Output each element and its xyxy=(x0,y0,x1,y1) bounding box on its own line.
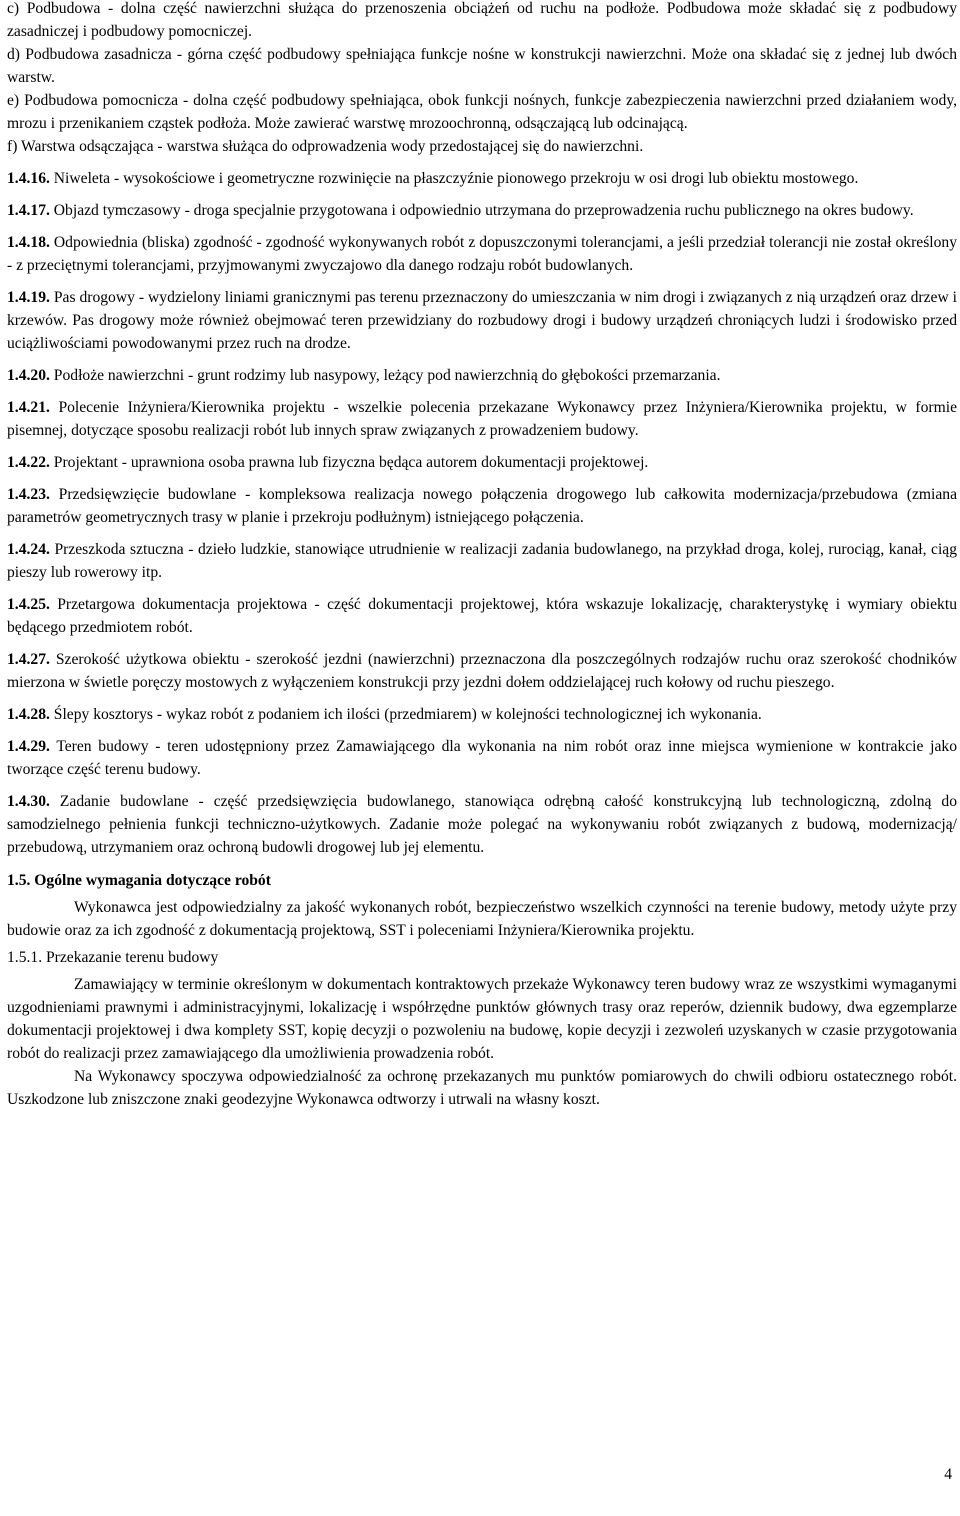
definition-text: Przedsięwzięcie budowlane - kompleksowa realizacja nowego połączenia drogowego lub całkowita modernizacja/przebudowa (zmiana parametrów geometrycznych trasy w planie i przekroju podłużnym) istniejącego połączenia. xyxy=(7,486,957,526)
definition-paragraph xyxy=(7,89,957,135)
definition-paragraph xyxy=(7,364,957,387)
definition-text: Zadanie budowlane - część przedsięwzięcia budowlanego, stanowiąca odrębną całość konstrukcyjną lub technologiczną, zdolną do samodzielnego pełnienia funkcji techniczno-użytkowych. Zadanie może polegać na wykonywaniu robót związanych z budową, modernizacją/ przebudową, utrzymaniem oraz ochroną budowli drogowej lub jej elementu. xyxy=(7,793,957,856)
definition-text: Niweleta - wysokościowe i geometryczne rozwinięcie na płaszczyźnie pionowego przekroju w osi drogi lub obiektu mostowego. xyxy=(53,170,859,187)
definition-number: 1.4.17. xyxy=(7,202,50,219)
definition-text: Pas drogowy - wydzielony liniami granicznymi pas terenu przeznaczony do umieszczania w nim drogi i związanych z nią urządzeń oraz drzew i krzewów. Pas drogowy może również obejmować teren przewidziany do rozbudowy drogi i budowy urządzeń chroniących ludzi i środowisko przed uciążliwościami powodowanymi przez ruch na drodze. xyxy=(7,289,957,352)
definition-text: Przeszkoda sztuczna - dzieło ludzkie, stanowiące utrudnienie w realizacji zadania budowlanego, na przykład droga, kolej, rurociąg, kanał, ciąg pieszy lub rowerowy itp. xyxy=(7,541,957,581)
definition-paragraph xyxy=(7,735,957,781)
definition-paragraph xyxy=(7,648,957,694)
definition-paragraph xyxy=(7,538,957,584)
definition-number: 1.4.30. xyxy=(7,793,50,810)
definition-number: 1.4.29. xyxy=(7,738,50,755)
subsection-heading xyxy=(7,946,957,969)
definition-text: Objazd tymczasowy - droga specjalnie przygotowana i odpowiednio utrzymana do przeprowadzenia ruchu publicznego na okres budowy. xyxy=(53,202,914,219)
definition-paragraph xyxy=(7,396,957,442)
definition-paragraph xyxy=(7,790,957,859)
definition-text: Podłoże nawierzchni - grunt rodzimy lub nasypowy, leżący pod nawierzchnią do głębokości przemarzania. xyxy=(53,367,721,384)
definition-number: 1.4.25. xyxy=(7,596,50,613)
definition-number: 1.4.19. xyxy=(7,289,50,306)
document-body xyxy=(7,0,957,1111)
subsection-number: 1.5.1. xyxy=(7,949,43,966)
definition-text: Polecenie Inżyniera/Kierownika projektu - wszelkie polecenia przekazane Wykonawcy przez Inżyniera/Kierownika projektu, w formie pisemnej, dotyczące sposobu realizacji robót lub innych spraw związanych z prowadzeniem budowy. xyxy=(7,399,957,439)
section-heading: 1.5. Ogólne wymagania dotyczące robót xyxy=(7,872,271,889)
definition-number: 1.4.20. xyxy=(7,367,50,384)
definition-text: Teren budowy - teren udostępniony przez Zamawiającego dla wykonania na nim robót oraz inne miejsca wymienione w kontrakcie jako tworzące część terenu budowy. xyxy=(7,738,957,778)
definition-number: 1.4.16. xyxy=(7,170,50,187)
definition-number: 1.4.18. xyxy=(7,234,50,251)
definition-text: Szerokość użytkowa obiektu - szerokość jezdni (nawierzchni) przeznaczona dla poszczególnych rodzajów ruchu oraz szerokość chodników mierzona w świetle poręczy mostowych z wyłączeniem konstrukcji przy jezdni dołem oddzielającej ruch kołowy od ruchu pieszego. xyxy=(7,651,957,691)
definition-text: Projektant - uprawniona osoba prawna lub fizyczna będąca autorem dokumentacji projektowej. xyxy=(53,454,649,471)
definition-paragraph xyxy=(7,0,957,43)
definition-paragraph xyxy=(7,483,957,529)
definition-text: e) Podbudowa pomocnicza - dolna część podbudowy spełniająca, obok funkcji nośnych, funkcje zabezpieczenia nawierzchni przed działaniem wody, mrozu i przenikaniem cząstek podłoża. Może zawierać warstwę mrozoochronną, odsączającą lub odcinającą. xyxy=(7,92,957,132)
definitions-list xyxy=(7,0,957,859)
definition-number: 1.4.28. xyxy=(7,706,50,723)
definition-text: Odpowiednia (bliska) zgodność - zgodność wykonywanych robót z dopuszczonymi tolerancjami, a jeśli przedział tolerancji nie został określony - z przeciętnymi tolerancjami, przyjmowanymi zwyczajowo dla danego rodzaju robót budowlanych. xyxy=(7,234,957,274)
definition-text: Przetargowa dokumentacja projektowa - część dokumentacji projektowej, która wskazuje lokalizację, charakterystykę i wymiary obiektu będącego przedmiotem robót. xyxy=(7,596,957,636)
definition-number: 1.4.23. xyxy=(7,486,50,503)
subsection-paragraph: Na Wykonawcy spoczywa odpowiedzialność za ochronę przekazanych mu punktów pomiarowych do chwili odbioru ostatecznego robót. Uszkodzone lub zniszczone znaki geodezyjne Wykonawca odtworzy i utrwali na własny koszt. xyxy=(7,1068,957,1108)
definition-paragraph xyxy=(7,167,957,190)
section-intro-paragraph: Wykonawca jest odpowiedzialny za jakość wykonanych robót, bezpieczeństwo wszelkich czynności na terenie budowy, metody użyte przy budowie oraz za ich zgodność z dokumentacją projektową, SST i poleceniami Inżyniera/Kierownika projektu. xyxy=(7,899,957,939)
definition-number: 1.4.27. xyxy=(7,651,50,668)
definition-paragraph xyxy=(7,231,957,277)
definition-number: 1.4.22. xyxy=(7,454,50,471)
subsection-title: Przekazanie terenu budowy xyxy=(46,949,219,966)
definition-number: 1.4.21. xyxy=(7,399,50,416)
definition-paragraph xyxy=(7,593,957,639)
definition-paragraph xyxy=(7,451,957,474)
definition-text: c) Podbudowa - dolna część nawierzchni służąca do przenoszenia obciążeń od ruchu na podłoże. Podbudowa może składać się z podbudowy zasadniczej i podbudowy pomocniczej. xyxy=(7,0,957,40)
page-number: 4 xyxy=(944,1466,952,1483)
definition-paragraph xyxy=(7,286,957,355)
definition-number: 1.4.24. xyxy=(7,541,50,558)
definition-paragraph xyxy=(7,199,957,222)
definition-text: Ślepy kosztorys - wykaz robót z podaniem ich ilości (przedmiarem) w kolejności technologicznej ich wykonania. xyxy=(53,706,762,723)
definition-text: f) Warstwa odsączająca - warstwa służąca do odprowadzenia wody przedostającej się do nawierzchni. xyxy=(7,138,644,155)
subsection-paragraph: Zamawiający w terminie określonym w dokumentach kontraktowych przekaże Wykonawcy teren budowy wraz ze wszystkimi wymaganymi uzgodnieniami prawnymi i administracyjnymi, lokalizację i współrzędne punktów głównych trasy oraz reperów, dziennik budowy, dwa egzemplarze dokumentacji projektowej i dwa komplety SST, kopię decyzji o pozwoleniu na budowę, kopie decyzji i zezwoleń uzyskanych w czasie przygotowania robót do realizacji przez zamawiającego dla umożliwienia prowadzenia robót. xyxy=(7,976,957,1062)
definition-paragraph xyxy=(7,703,957,726)
definition-paragraph xyxy=(7,135,957,158)
definition-paragraph xyxy=(7,43,957,89)
definition-text: d) Podbudowa zasadnicza - górna część podbudowy spełniająca funkcje nośne w konstrukcji nawierzchni. Może ona składać się z jednej lub dwóch warstw. xyxy=(7,46,957,86)
